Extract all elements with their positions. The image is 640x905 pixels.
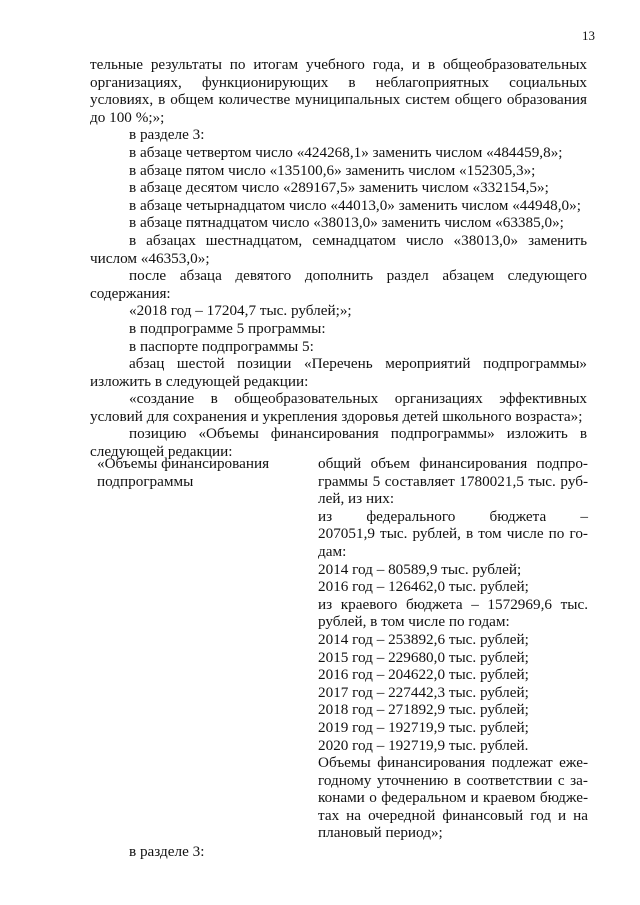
- table-line: общий объем финансирования подпро-: [318, 455, 588, 472]
- paragraph: «создание в общеобразовательных организациях эффективных условий для сохранения и укрепления здоровья детей школьного возраста»;: [90, 390, 587, 425]
- table-line: плановый период»;: [318, 824, 443, 842]
- table-right-cell: [318, 455, 588, 842]
- table-line: из краевого бюджета – 1572969,6 тыс.: [318, 595, 588, 613]
- paragraph: в абзаце четвертом число «424268,1» заменить числом «484459,8»;: [129, 143, 563, 161]
- paragraph: в абзаце пятом число «135100,6» заменить числом «152305,3»;: [129, 161, 536, 179]
- table-line: 2020 год – 192719,9 тыс. рублей.: [318, 736, 529, 754]
- paragraph: после абзаца девятого дополнить раздел абзацем следующего содержания:: [90, 267, 587, 302]
- paragraph: позицию «Объемы финансирования подпрограммы» изложить в следующей редакции:: [90, 425, 587, 461]
- table-line: 2019 год – 192719,9 тыс. рублей;: [318, 718, 529, 736]
- table-line: 2017 год – 227442,3 тыс. рублей;: [318, 683, 529, 701]
- table-line: конами о федеральном и краевом бюдже-: [318, 789, 588, 807]
- table-line: 2015 год – 229680,0 тыс. рублей;: [318, 648, 529, 666]
- table-line: дам:: [318, 542, 347, 560]
- paragraph: в абзацах шестнадцатом, семнадцатом число «38013,0» заменить числом «46353,0»;: [90, 231, 587, 267]
- table-line: Объемы финансирования подлежат еже-: [318, 754, 588, 772]
- table-line: 207051,9 тыс. рублей, в том числе по го-: [318, 525, 588, 543]
- table-line: 2016 год – 126462,0 тыс. рублей;: [318, 578, 529, 596]
- document-body: [90, 56, 587, 461]
- paragraph: в абзаце четырнадцатом число «44013,0» заменить числом «44948,0»;: [129, 196, 581, 214]
- paragraph: в абзаце десятом число «289167,5» заменить числом «332154,5»;: [129, 179, 549, 197]
- paragraph: в паспорте подпрограммы 5:: [129, 337, 314, 355]
- paragraph: тельные результаты по итогам учебного года, и в общеобразовательных организациях, функционирующих в неблагоприятных социальных условиях, в общем количестве муниципальных систем общего образования до 100 %;»;: [90, 56, 587, 126]
- table-line: из федерального бюджета –: [318, 507, 588, 525]
- table-line: рублей, в том числе по годам:: [318, 613, 510, 631]
- table-line: 2014 год – 253892,6 тыс. рублей;: [318, 630, 529, 648]
- paragraph: в абзаце пятнадцатом число «38013,0» заменить числом «63385,0»;: [129, 214, 564, 232]
- paragraph: в разделе 3:: [129, 126, 205, 144]
- table-line: 2018 год – 271892,9 тыс. рублей;: [318, 701, 529, 719]
- table-line: годному уточнению в соответствии с за-: [318, 771, 588, 789]
- paragraph: «2018 год – 17204,7 тыс. рублей;»;: [129, 302, 352, 320]
- table-line: граммы 5 составляет 1780021,5 тыс. руб-: [318, 472, 588, 490]
- table-left-label: «Объемы финансирования подпрограммы: [97, 455, 270, 490]
- table-line: 2014 год – 80589,9 тыс. рублей;: [318, 560, 522, 578]
- trailing-paragraph: в разделе 3:: [129, 843, 205, 860]
- table-line: лей, из них:: [318, 490, 395, 508]
- table-line: тах на очередной финансовый год и на: [318, 806, 588, 824]
- table-line: 2016 год – 204622,0 тыс. рублей;: [318, 666, 529, 684]
- paragraph: в подпрограмме 5 программы:: [129, 319, 326, 337]
- paragraph: абзац шестой позиции «Перечень мероприятий подпрограммы» изложить в следующей редакции:: [90, 355, 587, 390]
- page-number: 13: [582, 28, 595, 43]
